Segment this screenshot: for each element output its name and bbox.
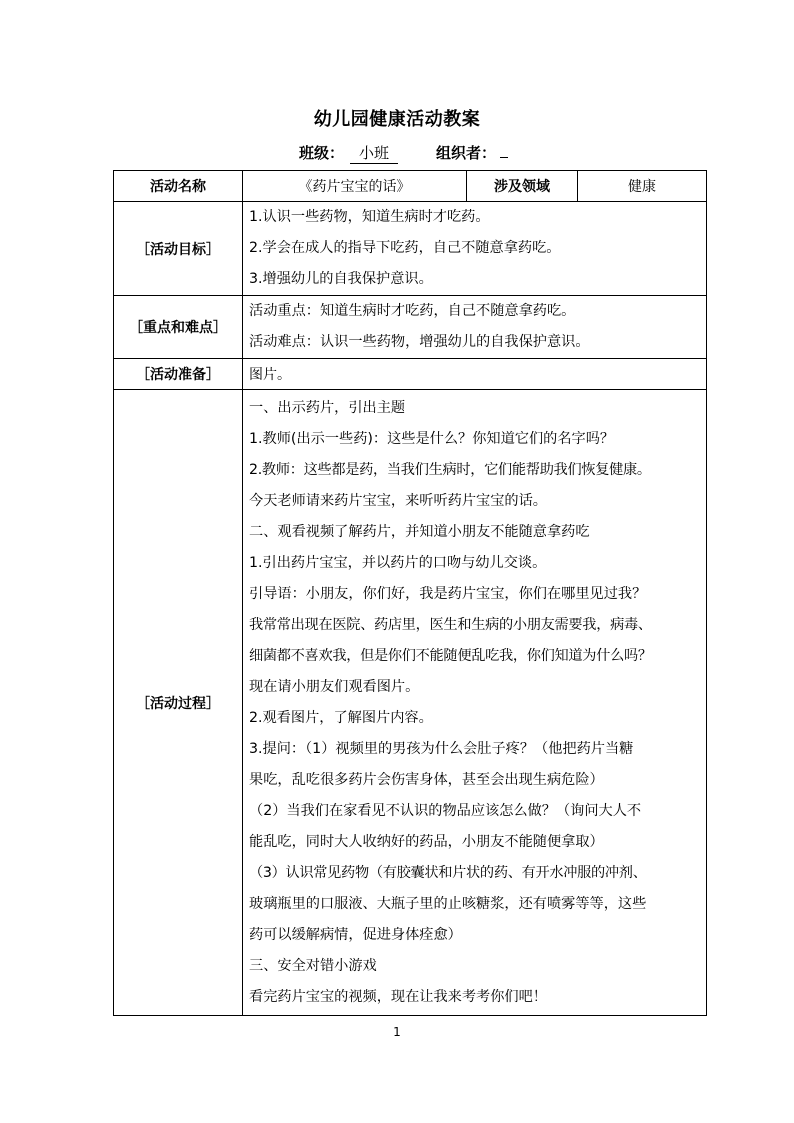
process-line: 果吃，乱吃很多药片会伤害身体，甚至会出现生病危险）	[249, 771, 604, 788]
goal-line: 3.增强幼儿的自我保护意识。	[249, 271, 433, 287]
activity-name-label: 活动名称	[114, 171, 243, 202]
process-line: 看完药片宝宝的视频，现在让我来考考你们吧！	[249, 988, 547, 1005]
process-line: 药可以缓解病情，促进身体痊愈）	[249, 926, 462, 943]
process-row	[114, 390, 707, 1016]
process-line: （3）认识常见药物（有胶囊状和片状的药、有开水冲服的冲剂、	[249, 864, 647, 881]
key-points-content	[243, 296, 707, 359]
organizer-value	[500, 157, 508, 158]
process-line: 现在请小朋友们观看图片。	[249, 678, 420, 695]
key-points-row	[114, 296, 707, 359]
class-label: 班级：	[299, 144, 345, 162]
process-line: 二、观看视频了解药片，并知道小朋友不能随意拿药吃	[249, 523, 590, 540]
process-line: 细菌都不喜欢我，但是你们不能随便乱吃我，你们知道为什么吗？	[249, 647, 652, 664]
process-line: 三、安全对错小游戏	[249, 957, 377, 974]
key-points-label: ［重点和难点］	[114, 296, 243, 359]
process-line: 引导语：小朋友，你们好，我是药片宝宝，你们在哪里见过我？	[249, 585, 647, 602]
goals-label: ［活动目标］	[114, 202, 243, 296]
class-organizer-line	[299, 142, 508, 164]
goals-content	[243, 202, 707, 296]
process-line: 3.提问：（1）视频里的男孩为什么会肚子疼？（他把药片当糖	[249, 740, 634, 757]
page-number: 1	[393, 1025, 401, 1039]
process-line: 今天老师请来药片宝宝，来听听药片宝宝的话。	[249, 492, 547, 509]
process-label: ［活动过程］	[114, 390, 243, 1016]
process-line: 2.教师：这些都是药，当我们生病时，它们能帮助我们恢复健康。	[249, 461, 651, 478]
process-line: 2.观看图片，了解图片内容。	[249, 709, 433, 726]
preparation-value: 图片。	[243, 359, 707, 390]
organizer-label: 组织者：	[436, 144, 497, 162]
goal-line: 1.认识一些药物，知道生病时才吃药。	[249, 209, 490, 225]
key-point-line: 活动难点：认识一些药物，增强幼儿的自我保护意识。	[249, 334, 590, 350]
class-value: 小班	[350, 142, 398, 164]
goals-row	[114, 202, 707, 296]
activity-name-value: 《药片宝宝的话》	[243, 171, 467, 202]
preparation-label: ［活动准备］	[114, 359, 243, 390]
process-line: 1.引出药片宝宝，并以药片的口吻与幼儿交谈。	[249, 554, 547, 571]
domain-label: 涉及领域	[467, 171, 578, 202]
document-title: 幼儿园健康活动教案	[313, 109, 481, 130]
lesson-plan-table	[113, 170, 707, 1016]
process-line: （2）当我们在家看见不认识的物品应该怎么做？（询问大人不	[249, 802, 642, 819]
process-line: 玻璃瓶里的口服液、大瓶子里的止咳糖浆，还有喷雾等等，这些	[249, 895, 647, 912]
domain-value: 健康	[578, 171, 707, 202]
process-content	[243, 390, 707, 1016]
activity-name-row	[114, 171, 707, 202]
process-line: 一、出示药片，引出主题	[249, 399, 406, 416]
process-line: 能乱吃，同时大人收纳好的药品，小朋友不能随便拿取）	[249, 833, 604, 850]
goal-line: 2.学会在成人的指导下吃药，自己不随意拿药吃。	[249, 240, 561, 256]
preparation-row	[114, 359, 707, 390]
key-point-line: 活动重点：知道生病时才吃药，自己不随意拿药吃。	[249, 303, 576, 319]
process-line: 我常常出现在医院、药店里，医生和生病的小朋友需要我，病毒、	[249, 616, 652, 633]
process-line: 1.教师(出示一些药)：这些是什么？你知道它们的名字吗？	[249, 430, 615, 447]
